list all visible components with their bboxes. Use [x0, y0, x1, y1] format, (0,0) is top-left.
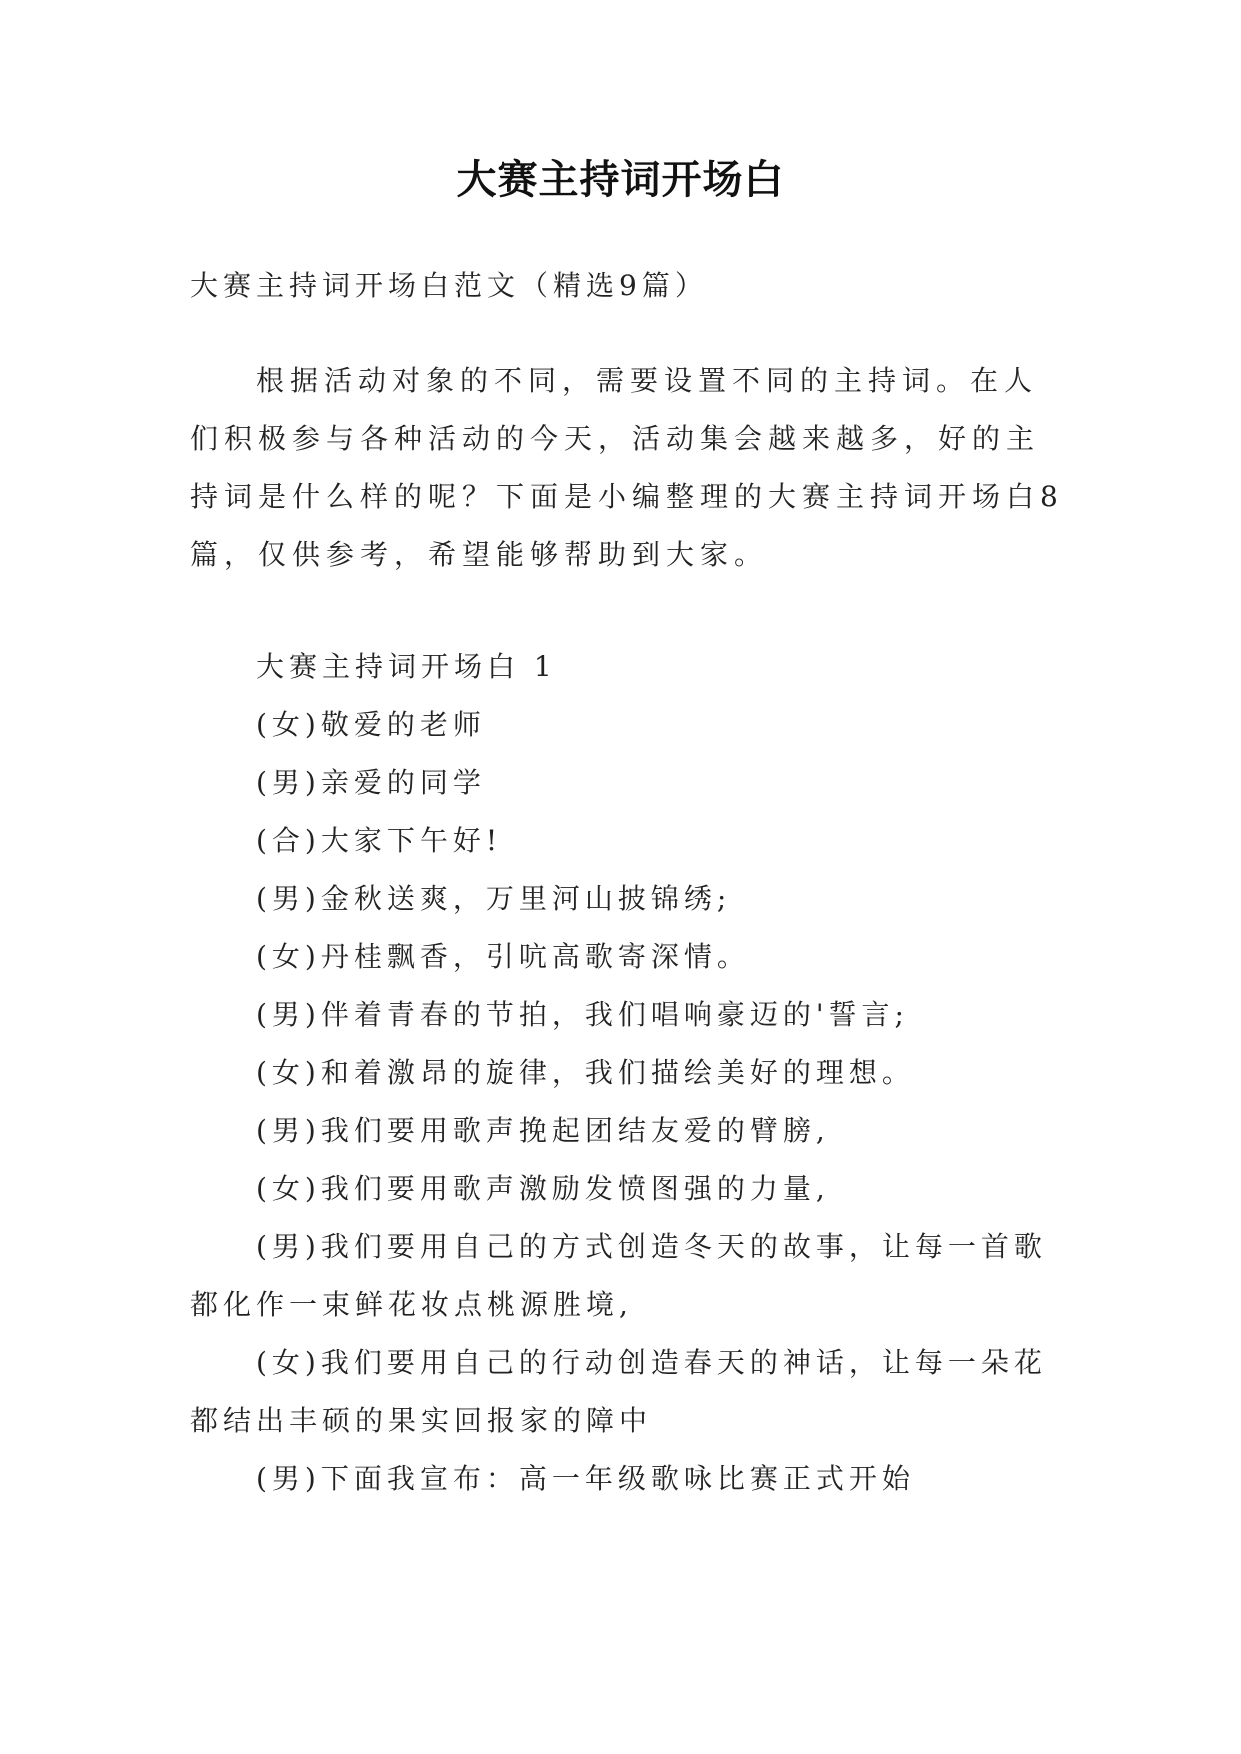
script-line: (女)和着激昂的旋律，我们描绘美好的理想。 — [256, 1056, 915, 1089]
script-line: (女)我们要用歌声激励发愤图强的力量, — [256, 1172, 830, 1205]
section-1 — [190, 638, 1070, 1508]
script-line: (合)大家下午好! — [256, 824, 503, 857]
script-line: (男)我们要用歌声挽起团结友爱的臂膀, — [256, 1114, 830, 1147]
document-title: 大赛主持词开场白 — [456, 157, 785, 203]
script-line: (男)亲爱的同学 — [256, 766, 486, 799]
intro-paragraph: 根据活动对象的不同，需要设置不同的主持词。在人们积极参与各种活动的今天，活动集会越来越多，好的主持词是什么样的呢？下面是小编整理的大赛主持词开场白8篇，仅供参考，希望能够帮助到大家。 — [190, 364, 1064, 571]
script-line: (女)敬爱的老师 — [256, 708, 486, 741]
script-line: (男)金秋送爽，万里河山披锦绣; — [256, 882, 732, 915]
script-line: (女)丹桂飘香，引吭高歌寄深情。 — [256, 940, 750, 973]
script-line: (女)我们要用自己的行动创造春天的神话，让每一朵花都结出丰硕的果实回报家的障中 — [190, 1346, 1047, 1437]
section-heading: 大赛主持词开场白 1 — [256, 650, 557, 683]
document-subtitle: 大赛主持词开场白范文（精选9篇） — [190, 269, 708, 302]
script-line: (男)伴着青春的节拍，我们唱响豪迈的'誓言; — [256, 998, 909, 1031]
script-line: (男)下面我宣布：高一年级歌咏比赛正式开始 — [256, 1462, 915, 1495]
script-line: (男)我们要用自己的方式创造冬天的故事，让每一首歌都化作一束鲜花妆点桃源胜境, — [190, 1230, 1047, 1321]
